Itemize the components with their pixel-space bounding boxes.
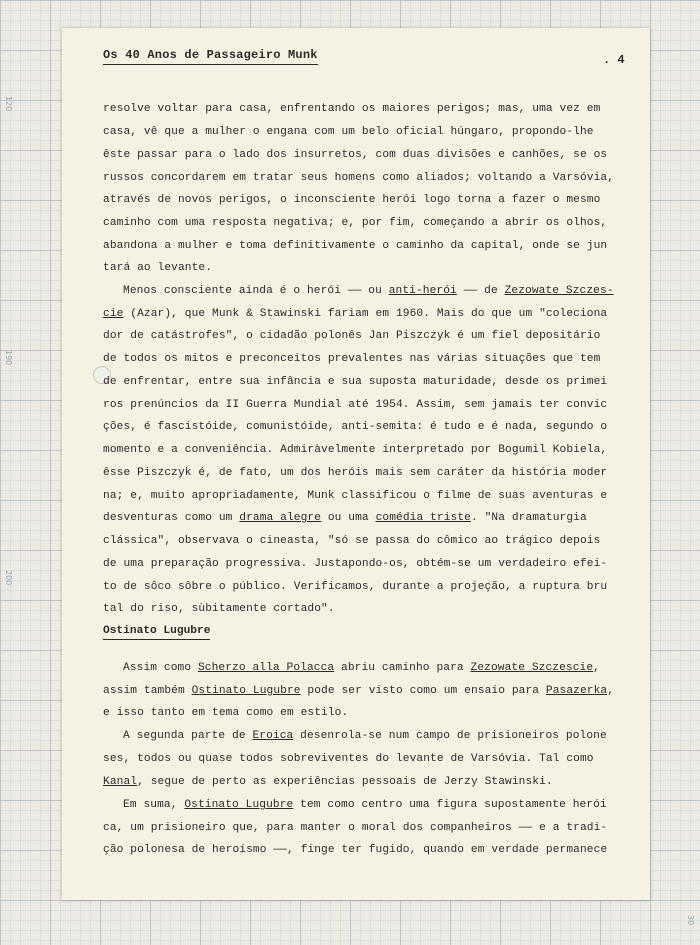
text-line: êsse Piszczyk é, de fato, um dos heróis mais sem caráter da história moder	[103, 467, 608, 479]
underlined-term: comédia triste	[375, 512, 471, 524]
page-header-title: Os 40 Anos de Passageiro Munk	[103, 48, 318, 65]
film-title: Eroica	[252, 730, 294, 742]
text-line: de enfrentar, entre sua infância e sua suposta maturidade, desde os primei	[103, 376, 608, 388]
text-line: to de sôco sôbre o público. Verificamos, durante a projeção, a ruptura bru	[103, 581, 608, 593]
text-line: clássica", observava o cineasta, "só se passa do cômico ao trágico depois	[103, 535, 601, 547]
text-line	[123, 730, 607, 742]
text-line: dor de catástrofes", o cidadão polonês Jan Piszczyk é um fiel depositário	[103, 330, 601, 342]
text-line: tará ao levante.	[103, 262, 213, 274]
text-line	[103, 685, 614, 697]
text-run: desenrola-se num campo de prisioneiros polone	[293, 730, 607, 742]
page-number: . 4	[603, 53, 625, 67]
text-line: ções, é fascistóide, comunistóide, anti-semita: é tudo e é nada, segundo o	[103, 421, 608, 433]
text-run: Em suma,	[123, 799, 185, 811]
text-run: . "Na dramaturgia	[470, 512, 587, 524]
text-run: pode ser visto como um ensaio para	[300, 685, 546, 697]
text-line: ros prenúncios da II Guerra Mundial até 1954. Assim, sem jamais ter convic	[103, 399, 608, 411]
underlined-term: anti-herói	[388, 285, 457, 297]
grid-margin-number: 120	[4, 96, 13, 112]
text-line: tal do riso, sùbitamente cortado".	[103, 603, 335, 615]
text-line	[123, 662, 600, 674]
text-line: ção polonesa de heroísmo ——, finge ter fugido, quando em verdade permanece	[103, 844, 608, 856]
underlined-term: drama alegre	[239, 512, 322, 524]
film-title: Kanal	[103, 776, 138, 788]
section-title: Ostinato Lugubre	[103, 625, 210, 640]
text-line	[123, 285, 614, 297]
text-line	[103, 512, 587, 524]
text-line: ses, todos ou quase todos sobreviventes do levante de Varsóvia. Tal como	[103, 753, 594, 765]
text-line: de todos os mitos e preconceitos prevalentes nas várias situações que tem	[103, 353, 601, 365]
text-run: ,	[593, 662, 600, 674]
text-line: na; e, muito apropriadamente, Munk classificou o filme de suas aventuras e	[103, 490, 608, 502]
film-title: Ostinato Lugubre	[184, 799, 294, 811]
text-run: A segunda parte de	[123, 730, 253, 742]
text-run: ou uma	[321, 512, 376, 524]
text-run: tem como centro uma figura supostamente herói	[293, 799, 607, 811]
film-title: cie	[103, 308, 124, 320]
text-run: Menos consciente ainda é o herói —— ou	[123, 285, 389, 297]
text-run: Assim como	[123, 662, 198, 674]
text-line: ca, um prisioneiro que, para manter o moral dos companheiros —— e a tradi-	[103, 822, 608, 834]
text-run: (Azar), que Munk & Stawinski fariam em 1960. Mais do que um "coleciona	[123, 308, 608, 320]
grid-margin-number: 30	[686, 915, 695, 926]
text-run: desventuras como um	[103, 512, 240, 524]
film-title: Zezowate Szczes-	[504, 285, 614, 297]
text-run: , segue de perto as experiências pessoais de Jerzy Stawinski.	[137, 776, 553, 788]
film-title: Ostinato Lugubre	[191, 685, 301, 697]
film-title: Scherzo alla Polacca	[197, 662, 335, 674]
text-line: caminho com uma resposta negativa; e, por fim, começando a abrir os olhos,	[103, 217, 608, 229]
text-line	[103, 308, 607, 320]
text-line: resolve voltar para casa, enfrentando os maiores perigos; mas, uma vez em	[103, 103, 601, 115]
text-run: —— de	[456, 285, 505, 297]
text-line: abandona a mulher e toma definitivamente o caminho da capital, onde se jun	[103, 240, 608, 252]
text-line: russos concordarem em tratar seus homens como aliados; voltando a Varsóvia,	[103, 172, 615, 184]
text-run: ,	[607, 685, 615, 697]
text-line: e isso tanto em tema como em estilo.	[103, 707, 349, 719]
film-title: Zezowate Szczescie	[470, 662, 594, 674]
film-title: Pasazerka	[545, 685, 608, 697]
text-line	[123, 799, 607, 811]
text-line: casa, vê que a mulher o engana com um belo oficial húngaro, propondo-lhe	[103, 126, 594, 138]
text-line	[103, 776, 553, 788]
grid-margin-number: 200	[4, 570, 13, 586]
grid-margin-number: 190	[4, 350, 13, 366]
text-run: assim também	[103, 685, 192, 697]
text-run: abriu caminho para	[334, 662, 471, 674]
text-line: de uma preparação progressiva. Justapondo-os, obtém-se um verdadeiro efei-	[103, 558, 608, 570]
text-line: através de novos perigos, o inconsciente herói logo torna a fazer o mesmo	[103, 194, 601, 206]
text-line: momento e a conveniência. Admiràvelmente interpretado por Bogumil Kobiela,	[103, 444, 608, 456]
text-line: êste passar para o lado dos insurretos, com duas divisões e canhões, se os	[103, 149, 608, 161]
